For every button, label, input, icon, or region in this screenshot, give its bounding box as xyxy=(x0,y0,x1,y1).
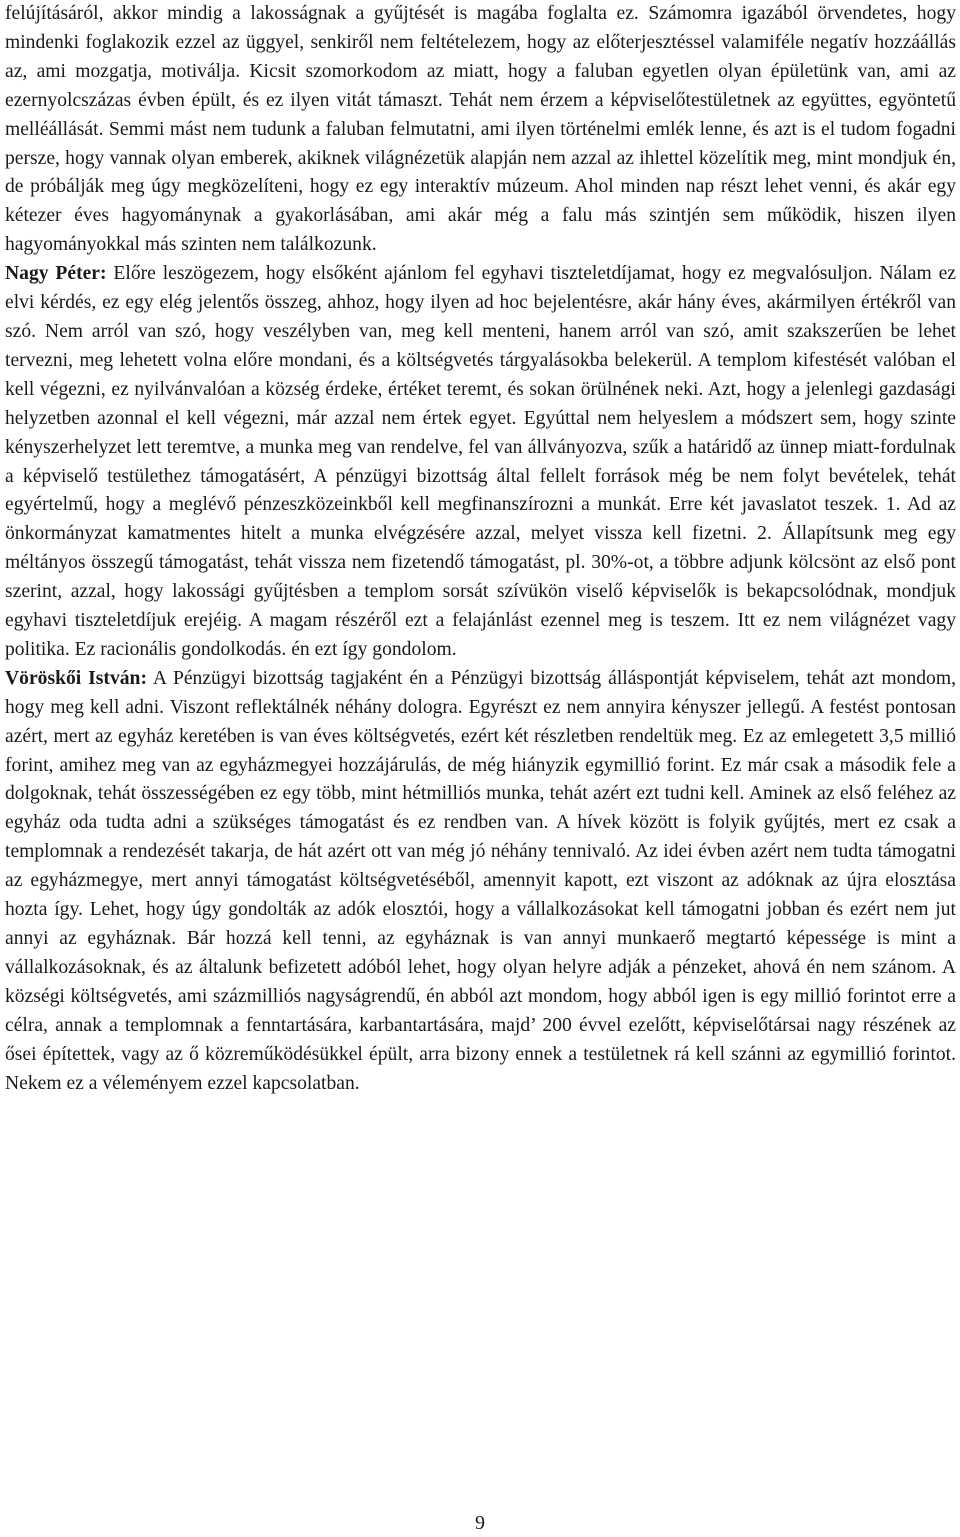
paragraph-voroskoi-istvan xyxy=(5,665,956,1099)
page-number: 9 xyxy=(475,1512,485,1534)
paragraph-text: Előre leszögezem, hogy elsőként ajánlom fel egyhavi tiszteletdíjamat, hogy ez megvalósuljon. Nálam ez elvi kérdés, ez egy elég jelentős összeg, ahhoz, hogy ilyen ad hoc bejelentésre, akár hány éves, akármilyen értékről van szó. Nem arról van szó, hogy veszélyben van, meg kell menteni, hanem arról van szó, amit szakszerűen be lehet tervezni, meg lehetett volna előre mondani, és a költségvetés tárgyalásokba belekerül. A templom kifestését valóban el kell végezni, ez nyilvánvalóan a község érdeke, értéket teremt, és sokan örülnének neki. Azt, hogy a jelenlegi gazdasági helyzetben azonnal el kell végezni, már azzal nem értek egyet. Egyúttal nem helyeslem a módszert sem, hogy szinte kényszerhelyzet lett teremtve, a munka meg van rendelve, fel van állványozva, szűk a határidő az ünnep miatt-fordulnak a képviselő testülethez támogatásért, A pénzügyi bizottság által fellelt források még be nem folyt bevételek, tehát egyértelmű, hogy a meglévő pénzeszközeinkből kell megfinanszírozni a munkát. Erre két javaslatot teszek. 1. Ad az önkormányzat kamatmentes hitelt a munka elvégzésére azzal, melyet vissza kell fizetni. 2. Állapítsunk meg egy méltányos összegű támogatást, tehát vissza nem fizetendő támogatást, pl. 30%-ot, a többre adjunk kölcsönt az első pont szerint, azzal, hogy lakossági gyűjtésben a templom sorsát szívükön viselő képviselők is bekapcsolódnak, mondjuk egyhavi tiszteletdíjuk erejéig. A magam részéről ezt a felajánlást ezennel meg is teszem. Itt ez nem világnézet vagy politika. Ez racionális gondolkodás. én ezt így gondolom. xyxy=(5,263,956,660)
paragraph-continuation xyxy=(5,0,956,260)
paragraph-text: A Pénzügyi bizottság tagjaként én a Pénzügyi bizottság álláspontját képviselem, tehát azt mondom, hogy meg kell adni. Viszont reflektálnék néhány dologra. Egyrészt ez nem annyira kényszer jellegű. A festést pontosan azért, mert az egyház keretében is van éves költségvetés, ezért két részletben rendeltük meg. Ez az emlegetett 3,5 millió forint, amihez meg van az egyházmegyei hozzájárulás, de még hiányzik egymillió forint. Ez már csak a második fele a dolgoknak, tehát összességében ez egy több, mint hétmilliós munka, tehát azért ezt tudni kell. Aminek az első feléhez az egyház oda tudta adni a szükséges támogatást és ez rendben van. A hívek között is folyik gyűjtés, mert ez csak a templomnak a rendezését takarja, de hát azért ott van még jó néhány tennivaló. Az idei évben azért nem tudta támogatni az egyházmegye, mert annyi támogatást költségvetéséből, amennyit kapott, ezt viszont az adóknak az újra elosztása hozta így. Lehet, hogy úgy gondolták az adók elosztói, hogy a vállalkozásokat kell támogatni jobban és ezért nem jut annyi az egyháznak. Bár hozzá kell tenni, az egyháznak is van annyi munkaerő megtartó képessége is mint a vállalkozásoknak, és az általunk befizetett adóból lehet, hogy olyan helyre adják a pénzeket, ahová én nem szánom. A községi költségvetés, ami százmilliós nagyságrendű, én abból azt mondom, hogy abból igen is egy millió forintot erre a célra, annak a templomnak a fenntartására, karbantartására, majd’ 200 évvel ezelőtt, képviselőtársai nagy részének az ősei építettek, vagy az ő közreműködésükkel épült, arra bizony ennek a testületnek rá kell szánni az egymillió forintot. Nekem ez a véleményem ezzel kapcsolatban. xyxy=(5,667,956,1094)
speaker-name: Nagy Péter: xyxy=(5,263,107,285)
paragraph-nagy-peter xyxy=(5,260,956,665)
speaker-name: Vöröskői István: xyxy=(5,667,147,689)
paragraph-text: felújításáról, akkor mindig a lakosságnak a gyűjtését is magába foglalta ez. Számomra igazából örvendetes, hogy mindenki foglakozik ezzel az üggyel, senkiről nem feltételezem, hogy az előterjesztéssel valamiféle negatív hozzáállás az, ami mozgatja, motiválja. Kicsit szomorkodom az miatt, hogy a faluban egyetlen olyan épületünk van, ami az ezernyolcszázas évben épült, és ez ilyen vitát támaszt. Tehát nem érzem a képviselőtestületnek az együttes, egyöntetű melléállását. Semmi mást nem tudunk a faluban felmutatni, ami ilyen történelmi emlék lenne, és azt is el tudom fogadni persze, hogy vannak olyan emberek, akiknek világnézetük alapján nem azzal az ihlettel közelítik meg, mint mondjuk én, de próbálják meg úgy megközelíteni, hogy ez egy interaktív múzeum. Ahol minden nap részt lehet venni, és akár egy kétezer éves hagyománynak a gyakorlásában, ami akár még a falu más szintjén sem működik, hiszen ilyen hagyományokkal más szinten nem találkozunk. xyxy=(5,3,956,256)
document-page xyxy=(5,0,956,1098)
